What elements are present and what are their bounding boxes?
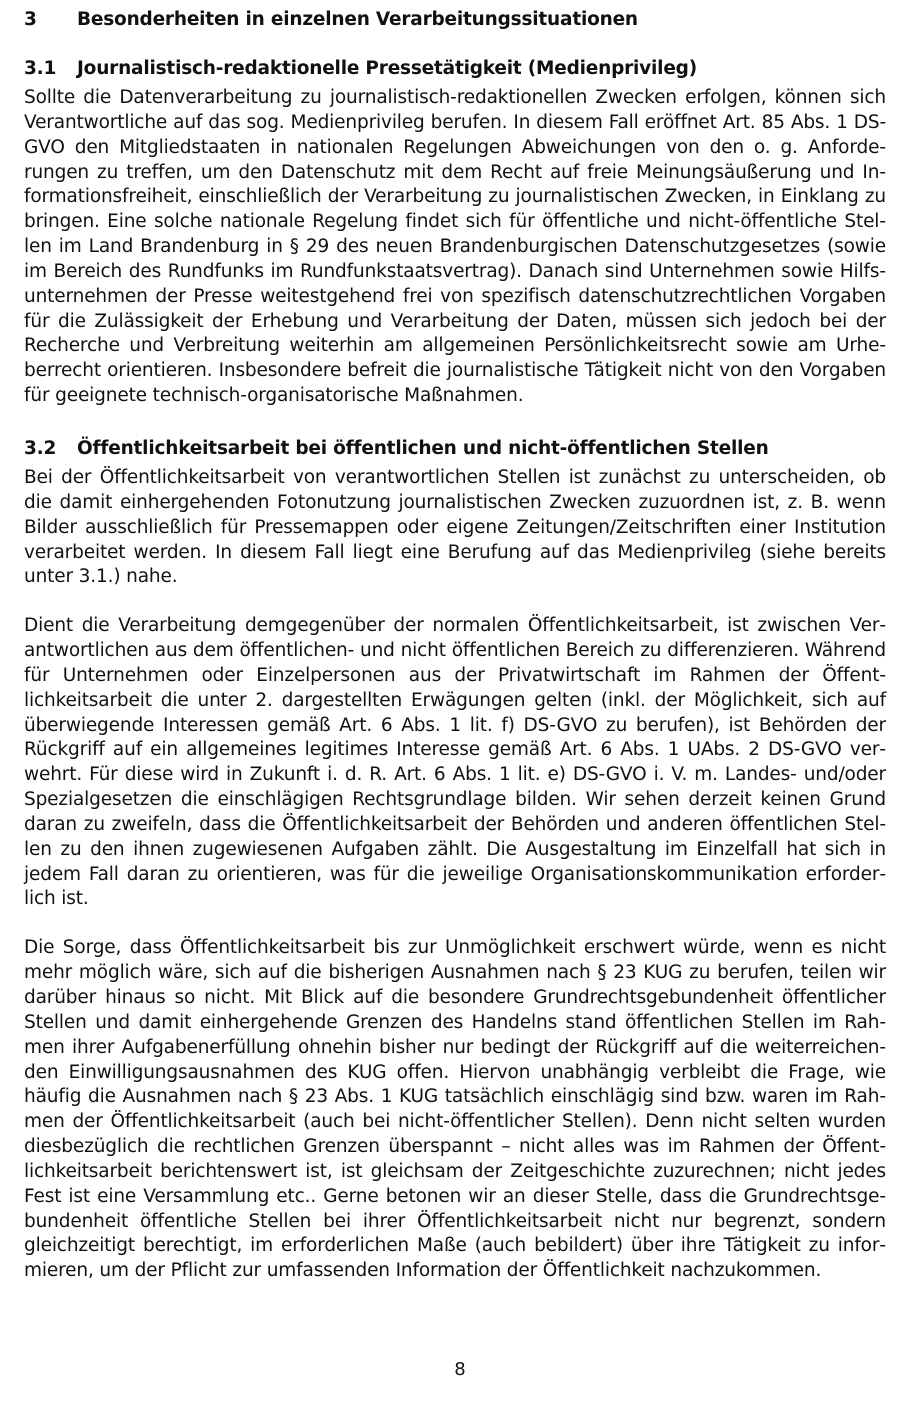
page-number: 8: [454, 1359, 466, 1380]
section-number: 3: [24, 9, 37, 30]
section-number: 3.2: [24, 437, 57, 459]
section-heading-3-1: [24, 57, 886, 81]
section-title: Öffentlichkeitsarbeit bei öffentlichen und nicht-öffentlichen Stellen: [77, 437, 769, 459]
section-heading-3-2: [24, 437, 886, 461]
paragraph-medienprivileg: Sollte die Datenverarbeitung zu journalistisch-redaktionellen Zwecken erfolgen, können sich Verantwortliche auf das sog. Medienprivileg berufen. In diesem Fall eröffnet Art. 85 Abs. 1 DS-GVO den Mitgliedstaaten in nationalen Regelungen Abweichungen von den o. g. Anforderungen zu treffen, um den Datenschutz mit dem Recht auf freie Meinungsäußerung und Informationsfreiheit, einschließlich der Verarbeitung zu journalistischen Zwecken, in Einklang zu bringen. Eine solche nationale Regelung findet sich für öffentliche und nicht-öffentliche Stellen im Land Brandenburg in § 29 des neuen Brandenburgischen Datenschutzgesetzes (sowie im Bereich des Rundfunks im Rundfunkstaatsvertrag). Danach sind Unternehmen sowie Hilfsunternehmen der Presse weitestgehend frei von spezifisch datenschutzrechtlichen Vorgaben für die Zulässigkeit der Erhebung und Verarbeitung der Daten, müssen sich jedoch bei der Recherche und Verbreitung weiterhin am allgemeinen Persönlichkeitsrecht sowie am Urheberrecht orientieren. Insbesondere befreit die journalistische Tätigkeit nicht von den Vorgaben für geeignete technisch-organisatorische Maßnahmen.: [24, 87, 886, 407]
paragraph-normale-oeffentlichkeitsarbeit: Dient die Verarbeitung demgegenüber der normalen Öffentlichkeitsarbeit, ist zwischen Verantwortlichen aus dem öffentlichen- und nicht öffentlichen Bereich zu differenzieren. Während für Unternehmen oder Einzelpersonen aus der Privatwirtschaft im Rahmen der Öffentlichkeitsarbeit die unter 2. dargestellten Erwägungen gelten (inkl. der Möglichkeit, sich auf überwiegende Interessen gemäß Art. 6 Abs. 1 lit. f) DS-GVO zu berufen), ist Behörden der Rückgriff auf ein allgemeines legitimes Interesse gemäß Art. 6 Abs. 1 UAbs. 2 DS-GVO verwehrt. Für diese wird in Zukunft i. d. R. Art. 6 Abs. 1 lit. e) DS-GVO i. V. m. Landes- und/oder Spezialgesetzen die einschlägigen Rechtsgrundlage bilden. Wir sehen derzeit keinen Grund daran zu zweifeln, dass die Öffentlichkeitsarbeit der Behörden und anderen öffentlichen Stellen zu den ihnen zugewiesenen Aufgaben zählt. Die Ausgestaltung im Einzelfall hat sich in jedem Fall daran zu orientieren, was für die jeweilige Organisationskommunikation erforderlich ist.: [24, 615, 886, 910]
section-title: Besonderheiten in einzelnen Verarbeitungssituationen: [77, 9, 638, 30]
section-title: Journalistisch-redaktionelle Pressetätigkeit (Medienprivileg): [77, 58, 697, 79]
paragraph-fotonutzung: Bei der Öffentlichkeitsarbeit von verantwortlichen Stellen ist zunächst zu unterscheiden, ob die damit einhergehenden Fotonutzung journalistischen Zwecken zuzuordnen ist, z. B. wenn Bilder ausschließlich für Pressemappen oder eigene Zeitungen/Zeitschriften einer Institution verarbeitet werden. In diesem Fall liegt eine Berufung auf das Medienprivileg (siehe bereits unter 3.1.) nahe.: [24, 466, 886, 588]
section-heading-3: [24, 8, 886, 32]
paragraph-kug-ausnahmen: Die Sorge, dass Öffentlichkeitsarbeit bis zur Unmöglichkeit erschwert würde, wenn es nicht mehr möglich wäre, sich auf die bisherigen Ausnahmen nach § 23 KUG zu berufen, teilen wir darüber hinaus so nicht. Mit Blick auf die besondere Grundrechtsgebundenheit öffentlicher Stellen und damit einhergehende Grenzen des Handelns stand öffentlichen Stellen im Rahmen ihrer Aufgabenerfüllung ohnehin bisher nur bedingt der Rückgriff auf die weiterreichenden Einwilligungsausnahmen des KUG offen. Hiervon unabhängig verbleibt die Frage, wie häufig die Ausnahmen nach § 23 Abs. 1 KUG tatsächlich einschlägig sind bzw. waren im Rahmen der Öffentlichkeitsarbeit (auch bei nicht-öffentlicher Stellen). Denn nicht selten wurden diesbezüglich die rechtlichen Grenzen überspannt – nicht alles was im Rahmen der Öffentlichkeitsarbeit berichtenswert ist, ist gleichsam der Zeitgeschichte zuzurechnen; nicht jedes Fest ist eine Versammlung etc.. Gerne betonen wir an dieser Stelle, dass die Grundrechtsgebundenheit öffentliche Stellen bei ihrer Öffentlichkeitsarbeit nicht nur begrenzt, sondern gleichzeitigt berechtigt, im erforderlichen Maße (auch bebildert) über ihre Tätigkeit zu informieren, um der Pflicht zur umfassenden Information der Öffentlichkeit nachzukommen.: [24, 937, 886, 1282]
document-page: [24, 6, 886, 1284]
section-number: 3.1: [24, 58, 57, 79]
